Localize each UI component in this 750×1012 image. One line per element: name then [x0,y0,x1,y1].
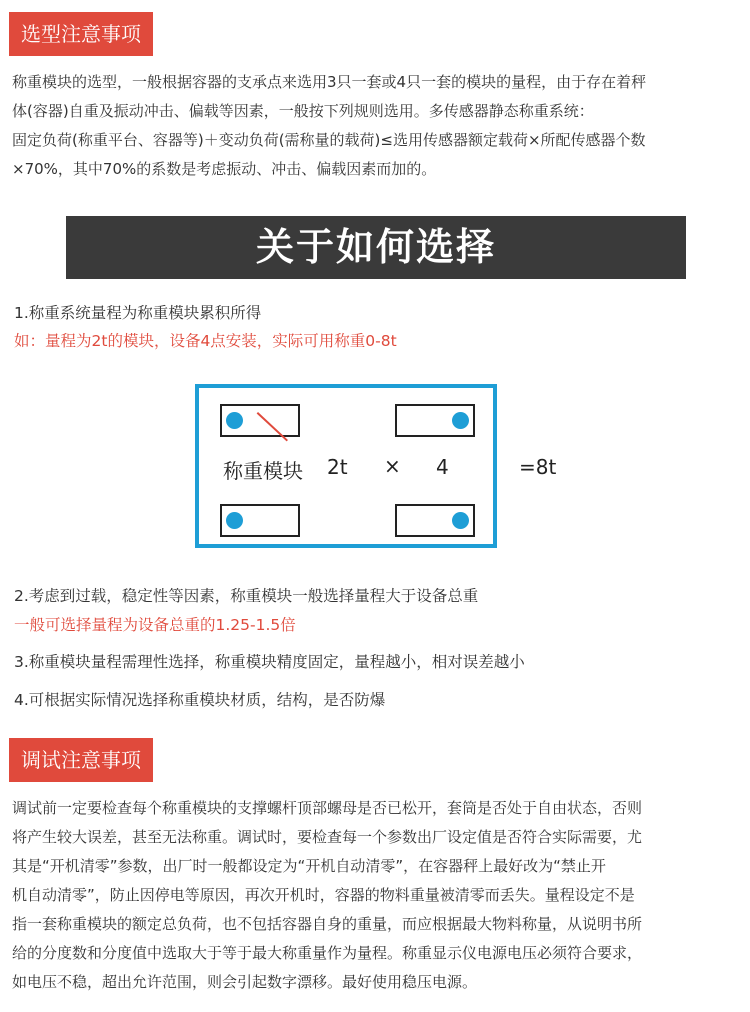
paragraph-line: 将产生较大误差，甚至无法称重。调试时，要检查每一个参数出厂设定值是否符合实际需要，尤 [12,828,643,846]
sensor-point-icon [452,412,469,429]
module-label: 称重模块 [223,459,303,483]
paragraph-line: 机自动清零”，防止因停电等原因，再次开机时，容器的物料重量被清零而丢失。量程设定不是 [12,886,635,904]
paragraph-line: 指一套称重模块的额定总负荷，也不包括容器自身的重量，而应根据最大物料称量，从说明书所 [12,915,643,933]
debugging-paragraph [12,794,740,997]
sensor-point-icon [226,412,243,429]
paragraph-line: 其是“开机清零”参数，出厂时一般都设定为“开机自动清零”，在容器秤上最好改为“禁止开 [12,857,606,875]
rule-2: 2.考虑到过载，稳定性等因素，称重模块一般选择量程大于设备总重 [14,587,479,605]
multiply-sign: × [384,454,401,478]
rule-4: 4.可根据实际情况选择称重模块材质，结构，是否防爆 [14,691,386,709]
section-tag-selection: 选型注意事项 [9,12,153,56]
module-capacity: 2t [327,455,348,479]
rule-1: 1.称重系统量程为称重模块累积所得 [14,304,262,322]
selection-paragraph [12,68,740,184]
rule-1-example: 如：量程为2t的模块，设备4点安装，实际可用称重0-8t [14,332,397,350]
load-cell-module-top-right [395,404,475,437]
module-count: 4 [436,455,449,479]
load-cell-module-bottom-left [220,504,300,537]
paragraph-line: ×70%，其中70%的系数是考虑振动、冲击、偏载因素而加的。 [12,160,437,178]
paragraph-line: 称重模块的选型，一般根据容器的支承点来选用3只一套或4只一套的模块的量程，由于存在着秤 [12,73,647,91]
rule-2-note: 一般可选择量程为设备总重的1.25-1.5倍 [14,616,296,634]
sensor-point-icon [226,512,243,529]
paragraph-line: 体(容器)自重及振动冲击、偏载等因素，一般按下列规则选用。多传感器静态称重系统： [12,102,594,120]
total-capacity: =8t [519,455,557,479]
load-cell-module-bottom-right [395,504,475,537]
rule-3: 3.称重模块量程需理性选择，称重模块精度固定，量程越小，相对误差越小 [14,653,525,671]
load-cell-module-top-left [220,404,300,437]
section-tag-debugging: 调试注意事项 [9,738,153,782]
paragraph-line: 如电压不稳，超出允许范围，则会引起数字漂移。最好使用稳压电源。 [12,973,478,991]
paragraph-line: 固定负荷(称重平台、容器等)＋变动负荷(需称量的载荷)≤选用传感器额定载荷×所配传感器个数 [12,131,646,149]
paragraph-line: 给的分度数和分度值中选取大于等于最大称重量作为量程。称重显示仪电源电压必须符合要求， [12,944,643,962]
how-to-choose-banner: 关于如何选择 [66,216,686,279]
paragraph-line: 调试前一定要检查每个称重模块的支撑螺杆顶部螺母是否已松开，套筒是否处于自由状态，否则 [12,799,643,817]
sensor-point-icon [452,512,469,529]
